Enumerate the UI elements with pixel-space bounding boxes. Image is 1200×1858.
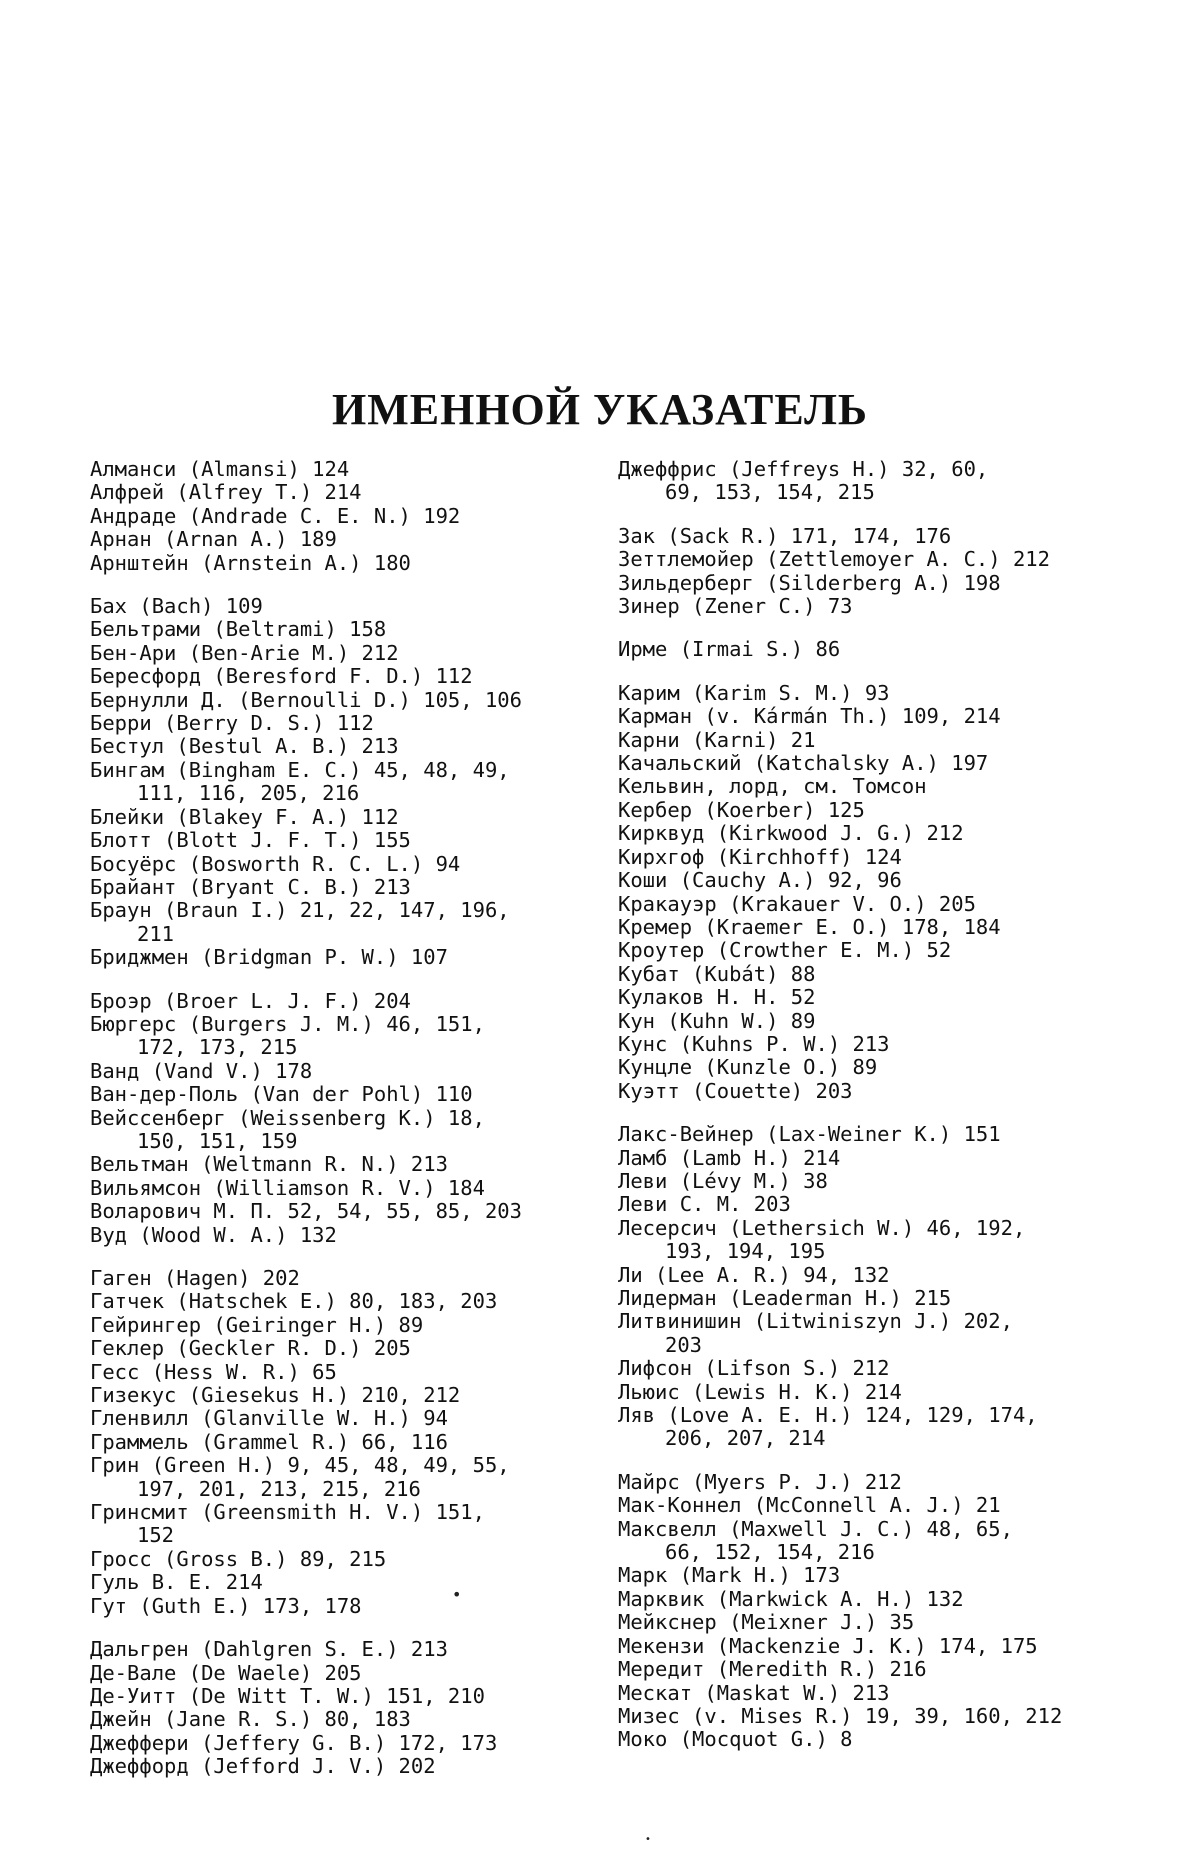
index-entry: [90, 1662, 590, 1685]
index-entry-text: Зильдерберг (Silderberg A.) 198: [618, 570, 1001, 595]
index-entry: [618, 1658, 1138, 1681]
index-entry: [618, 939, 1138, 962]
index-entry: [618, 1682, 1138, 1705]
index-entry: [618, 1310, 1138, 1357]
index-entry: [90, 759, 590, 806]
index-letter-group: [618, 525, 1138, 619]
index-entry-text: Кирхгоф (Kirchhoff) 124: [618, 844, 902, 869]
index-entry-continuation: 152: [137, 1523, 175, 1548]
index-entry-text: Лифсон (Lifson S.) 212: [618, 1356, 890, 1381]
index-entry: [618, 963, 1138, 986]
index-entry: [618, 1056, 1138, 1079]
index-entry-text: Гринсмит (Greensmith H. V.) 151,: [90, 1500, 485, 1525]
index-entry: [90, 1431, 590, 1454]
index-entry: [618, 525, 1138, 548]
index-entry-text: Зак (Sack R.) 171, 174, 176: [618, 523, 952, 548]
index-entry-continuation: 203: [665, 1332, 703, 1357]
index-letter-group: [618, 638, 1138, 661]
index-entry-text: Льюис (Lewis H. K.) 214: [618, 1379, 902, 1404]
index-entry-text: Ламб (Lamb H.) 214: [618, 1145, 841, 1170]
index-entry: [618, 1381, 1138, 1404]
index-entry-text: Марк (Mark H.) 173: [618, 1563, 841, 1588]
index-entry-text: Марквик (Markwick A. H.) 132: [618, 1586, 964, 1611]
index-entry-text: Зеттлемойер (Zettlemoyer A. C.) 212: [618, 547, 1050, 572]
index-entry-text: Воларович М. П. 52, 54, 55, 85, 203: [90, 1199, 522, 1224]
index-entry: [618, 1287, 1138, 1310]
index-entry-text: Блейки (Blakey F. A.) 112: [90, 804, 399, 829]
index-entry-continuation: 172, 173, 215: [137, 1035, 298, 1060]
index-entry: [90, 618, 590, 641]
index-entry: [90, 946, 590, 969]
index-entry: [618, 705, 1138, 728]
index-entry-text: Мейкснер (Meixner J.) 35: [618, 1610, 915, 1635]
index-entry-text: Бельтрами (Beltrami) 158: [90, 617, 387, 642]
index-entry-text: Бестул (Bestul A. B.) 213: [90, 734, 399, 759]
index-entry-text: Дальгрен (Dahlgren S. E.) 213: [90, 1637, 448, 1662]
index-entry: [618, 1611, 1138, 1634]
index-entry-continuation: 69, 153, 154, 215: [665, 480, 875, 505]
index-entry-text: Брайант (Bryant C. B.) 213: [90, 874, 411, 899]
index-entry: [618, 1147, 1138, 1170]
index-entry-text: Броэр (Broer L. J. F.) 204: [90, 988, 411, 1013]
index-entry-text: Гейрингер (Geiringer H.) 89: [90, 1312, 424, 1337]
index-entry: [618, 775, 1138, 798]
index-entry: [90, 1454, 590, 1501]
index-entry: [90, 1224, 590, 1247]
index-entry: [90, 1501, 590, 1548]
index-entry-text: Кельвин, лорд, см. Томсон: [618, 774, 927, 799]
index-entry-continuation: 193, 194, 195: [665, 1239, 826, 1264]
index-entry-text: Гаген (Hagen) 202: [90, 1266, 300, 1290]
index-entry-text: Мередит (Meredith R.) 216: [618, 1657, 927, 1682]
index-entry: [90, 1548, 590, 1571]
index-entry-text: Моко (Mocquot G.) 8: [618, 1727, 853, 1752]
index-entry: [618, 595, 1138, 618]
index-entry: [90, 1755, 590, 1778]
index-entry-text: Карман (v. Kármán Th.) 109, 214: [618, 704, 1001, 729]
index-entry: [90, 1060, 590, 1083]
index-entry-text: Вуд (Wood W. A.) 132: [90, 1222, 337, 1247]
index-entry-text: Кракауэр (Krakauer V. O.) 205: [618, 891, 976, 916]
index-entry-text: Бингам (Bingham E. C.) 45, 48, 49,: [90, 757, 510, 782]
index-entry-text: Кун (Kuhn W.) 89: [618, 1008, 816, 1033]
index-entry: [90, 481, 590, 504]
index-entry: [90, 1337, 590, 1360]
index-letter-group: [618, 1471, 1138, 1752]
index-entry-text: Де-Вале (De Waele) 205: [90, 1660, 362, 1685]
index-entry-text: Вильямсон (Williamson R. V.) 184: [90, 1175, 485, 1200]
index-entry-text: Алманси (Almansi) 124: [90, 457, 350, 481]
index-entry-text: Гесс (Hess W. R.) 65: [90, 1359, 337, 1384]
index-entry-text: Геклер (Geckler R. D.) 205: [90, 1336, 411, 1361]
index-entry: [618, 1471, 1138, 1494]
index-entry: [618, 729, 1138, 752]
index-entry-text: Гут (Guth E.) 173, 178: [90, 1593, 362, 1618]
index-entry: [618, 1264, 1138, 1287]
index-column-left: [90, 458, 590, 1779]
index-entry-text: Леви (Lévy M.) 38: [618, 1168, 828, 1193]
index-letter-group: [90, 1638, 590, 1778]
index-entry-text: Бересфорд (Beresford F. D.) 112: [90, 664, 473, 689]
index-entry: [90, 1177, 590, 1200]
index-entry-text: Карим (Karim S. M.) 93: [618, 680, 890, 705]
index-entry-text: Арнан (Arnan A.) 189: [90, 527, 337, 552]
index-entry: [90, 1200, 590, 1223]
index-entry-text: Гленвилл (Glanville W. H.) 94: [90, 1406, 448, 1431]
index-entry: [618, 1010, 1138, 1033]
index-entry: [618, 638, 1138, 661]
index-entry: [618, 1635, 1138, 1658]
index-entry-text: Литвинишин (Litwiniszyn J.) 202,: [618, 1309, 1013, 1334]
index-entry-text: Ли (Lee A. R.) 94, 132: [618, 1262, 890, 1287]
index-entry-continuation: 211: [137, 921, 175, 946]
index-entry: [90, 806, 590, 829]
index-entry-text: Кербер (Koerber) 125: [618, 797, 865, 822]
index-entry-text: Максвелл (Maxwell J. C.) 48, 65,: [618, 1516, 1013, 1541]
index-entry: [618, 1170, 1138, 1193]
index-entry: [618, 1033, 1138, 1056]
index-entry: [90, 1267, 590, 1290]
index-entry: [90, 665, 590, 688]
index-entry: [90, 1083, 590, 1106]
index-entry: [618, 986, 1138, 1009]
index-entry: [618, 458, 1138, 505]
index-entry-text: Арнштейн (Arnstein A.) 180: [90, 550, 411, 575]
index-entry: [90, 876, 590, 899]
index-entry: [618, 752, 1138, 775]
index-entry: [618, 1080, 1138, 1103]
index-entry-text: Джеффрис (Jeffreys H.) 32, 60,: [618, 457, 989, 481]
index-entry: [90, 505, 590, 528]
index-entry: [618, 1518, 1138, 1565]
index-entry: [90, 829, 590, 852]
index-entry-text: Лидерман (Leaderman H.) 215: [618, 1286, 952, 1310]
index-entry-text: Браун (Braun I.) 21, 22, 147, 196,: [90, 898, 510, 923]
index-letter-group: [90, 990, 590, 1247]
index-entry-text: Мак-Коннел (McConnell A. J.) 21: [618, 1493, 1001, 1518]
index-entry-continuation: 197, 201, 213, 215, 216: [137, 1476, 421, 1501]
index-entry: [90, 1361, 590, 1384]
index-entry-text: Вейссенберг (Weissenberg K.) 18,: [90, 1105, 485, 1130]
index-entry-continuation: 206, 207, 214: [665, 1426, 826, 1451]
index-entry: [618, 1728, 1138, 1751]
index-entry-text: Ирме (Irmai S.) 86: [618, 637, 841, 662]
index-entry-text: Гросс (Gross B.) 89, 215: [90, 1546, 387, 1571]
index-entry: [618, 1564, 1138, 1587]
index-entry-text: Бен-Ари (Ben-Arie M.) 212: [90, 640, 399, 665]
index-entry-text: Блотт (Blott J. F. T.) 155: [90, 828, 411, 853]
index-entry-text: Майрс (Myers P. J.) 212: [618, 1469, 902, 1494]
index-entry: [90, 712, 590, 735]
index-entry: [618, 893, 1138, 916]
index-entry: [618, 822, 1138, 845]
index-entry-text: Лесерсич (Lethersich W.) 46, 192,: [618, 1215, 1026, 1240]
index-entry-text: Гатчек (Hatschek E.) 80, 183, 203: [90, 1289, 498, 1314]
index-letter-group: [618, 1123, 1138, 1451]
index-entry: [618, 682, 1138, 705]
index-entry-text: Гуль В. Е. 214: [90, 1570, 263, 1595]
index-entry-text: Кроутер (Crowther E. M.) 52: [618, 938, 952, 963]
index-entry: [90, 642, 590, 665]
index-entry-text: Кремер (Kraemer E. O.) 178, 184: [618, 914, 1001, 939]
index-letter-group: [618, 458, 1138, 505]
index-entry: [90, 1314, 590, 1337]
index-entry: [618, 799, 1138, 822]
index-entry: [618, 572, 1138, 595]
index-letter-group: [90, 458, 590, 575]
index-entry: [90, 1708, 590, 1731]
index-entry-text: Де-Уитт (De Witt T. W.) 151, 210: [90, 1683, 485, 1708]
index-entry-text: Зинер (Zener C.) 73: [618, 594, 853, 619]
index-entry: [90, 1571, 590, 1594]
page-title: ИМЕННОЙ УКАЗАТЕЛЬ: [332, 385, 868, 434]
index-entry: [90, 689, 590, 712]
index-entry: [90, 1638, 590, 1661]
index-entry-text: Бернулли Д. (Bernoulli D.) 105, 106: [90, 687, 522, 712]
index-entry-text: Мескат (Maskat W.) 213: [618, 1680, 890, 1705]
index-entry: [90, 1732, 590, 1755]
index-entry-text: Кубат (Kubát) 88: [618, 961, 816, 986]
index-entry: [90, 899, 590, 946]
index-entry-text: Качальский (Katchalsky A.) 197: [618, 751, 989, 776]
index-entry-text: Бриджмен (Bridgman P. W.) 107: [90, 945, 448, 970]
index-entry: [90, 1407, 590, 1430]
index-entry-text: Ван-дер-Поль (Van der Pohl) 110: [90, 1082, 473, 1107]
index-entry-text: Кунс (Kuhns P. W.) 213: [618, 1031, 890, 1056]
index-entry-text: Леви С. М. 203: [618, 1192, 791, 1217]
stray-mark-dot: •: [645, 1834, 651, 1845]
index-entry: [90, 1595, 590, 1618]
index-entry-text: Босуёрс (Bosworth R. C. L.) 94: [90, 851, 461, 876]
index-entry-text: Мизес (v. Mises R.) 19, 39, 160, 212: [618, 1703, 1063, 1728]
index-letter-group: [90, 595, 590, 970]
index-entry: [618, 1705, 1138, 1728]
index-entry: [90, 853, 590, 876]
index-letter-group: [618, 682, 1138, 1103]
index-entry-text: Кунцле (Kunzle O.) 89: [618, 1055, 878, 1080]
index-letter-group: [90, 1267, 590, 1618]
index-entry-text: Андраде (Andrade C. E. N.) 192: [90, 503, 461, 528]
index-entry: [618, 548, 1138, 571]
index-entry: [90, 458, 590, 481]
index-entry: [90, 552, 590, 575]
index-entry: [90, 1013, 590, 1060]
index-entry-text: Кулаков Н. Н. 52: [618, 985, 816, 1010]
index-entry-text: Вельтман (Weltmann R. N.) 213: [90, 1152, 448, 1177]
index-entry-text: Алфрей (Alfrey T.) 214: [90, 480, 362, 505]
index-entry: [90, 1290, 590, 1313]
index-entry-text: Грин (Green H.) 9, 45, 48, 49, 55,: [90, 1453, 510, 1478]
index-entry-continuation: 150, 151, 159: [137, 1128, 298, 1153]
index-entry: [90, 735, 590, 758]
index-entry-text: Карни (Karni) 21: [618, 727, 816, 752]
index-entry: [90, 595, 590, 618]
stray-mark-dot: •: [452, 1585, 462, 1604]
index-entry: [618, 1404, 1138, 1451]
index-entry-text: Куэтт (Couette) 203: [618, 1078, 853, 1103]
index-entry-text: Лакс-Вейнер (Lax-Weiner K.) 151: [618, 1122, 1001, 1147]
index-column-right: [618, 458, 1138, 1752]
index-entry-continuation: 66, 152, 154, 216: [665, 1540, 875, 1565]
index-entry-text: Мекензи (Mackenzie J. K.) 174, 175: [618, 1633, 1038, 1658]
index-entry-text: Гизекус (Giesekus H.) 210, 212: [90, 1383, 461, 1408]
index-entry: [618, 869, 1138, 892]
index-entry-text: Кирквуд (Kirkwood J. G.) 212: [618, 821, 964, 846]
index-entry-text: Джейн (Jane R. S.) 80, 183: [90, 1707, 411, 1732]
index-entry: [618, 846, 1138, 869]
index-entry-text: Ляв (Love A. E. H.) 124, 129, 174,: [618, 1403, 1038, 1428]
index-entry: [618, 1588, 1138, 1611]
index-entry: [90, 528, 590, 551]
index-entry-text: Джеффери (Jeffery G. B.) 172, 173: [90, 1730, 498, 1755]
index-entry: [90, 1153, 590, 1176]
index-entry: [90, 990, 590, 1013]
index-entry: [618, 1193, 1138, 1216]
index-entry-text: Коши (Cauchy A.) 92, 96: [618, 868, 902, 893]
index-entry: [618, 1494, 1138, 1517]
index-entry-text: Граммель (Grammel R.) 66, 116: [90, 1429, 448, 1454]
index-entry: [618, 1217, 1138, 1264]
index-entry-text: Бюргерс (Burgers J. M.) 46, 151,: [90, 1011, 485, 1036]
index-entry-continuation: 111, 116, 205, 216: [137, 781, 360, 806]
index-entry: [90, 1384, 590, 1407]
index-entry-text: Ванд (Vand V.) 178: [90, 1058, 313, 1083]
index-entry-text: Берри (Berry D. S.) 112: [90, 711, 374, 736]
index-entry-text: Бах (Bach) 109: [90, 594, 263, 619]
index-entry: [90, 1107, 590, 1154]
index-entry: [618, 1123, 1138, 1146]
index-entry: [618, 1357, 1138, 1380]
index-entry-text: Джеффорд (Jefford J. V.) 202: [90, 1754, 436, 1779]
index-entry: [90, 1685, 590, 1708]
index-entry: [618, 916, 1138, 939]
